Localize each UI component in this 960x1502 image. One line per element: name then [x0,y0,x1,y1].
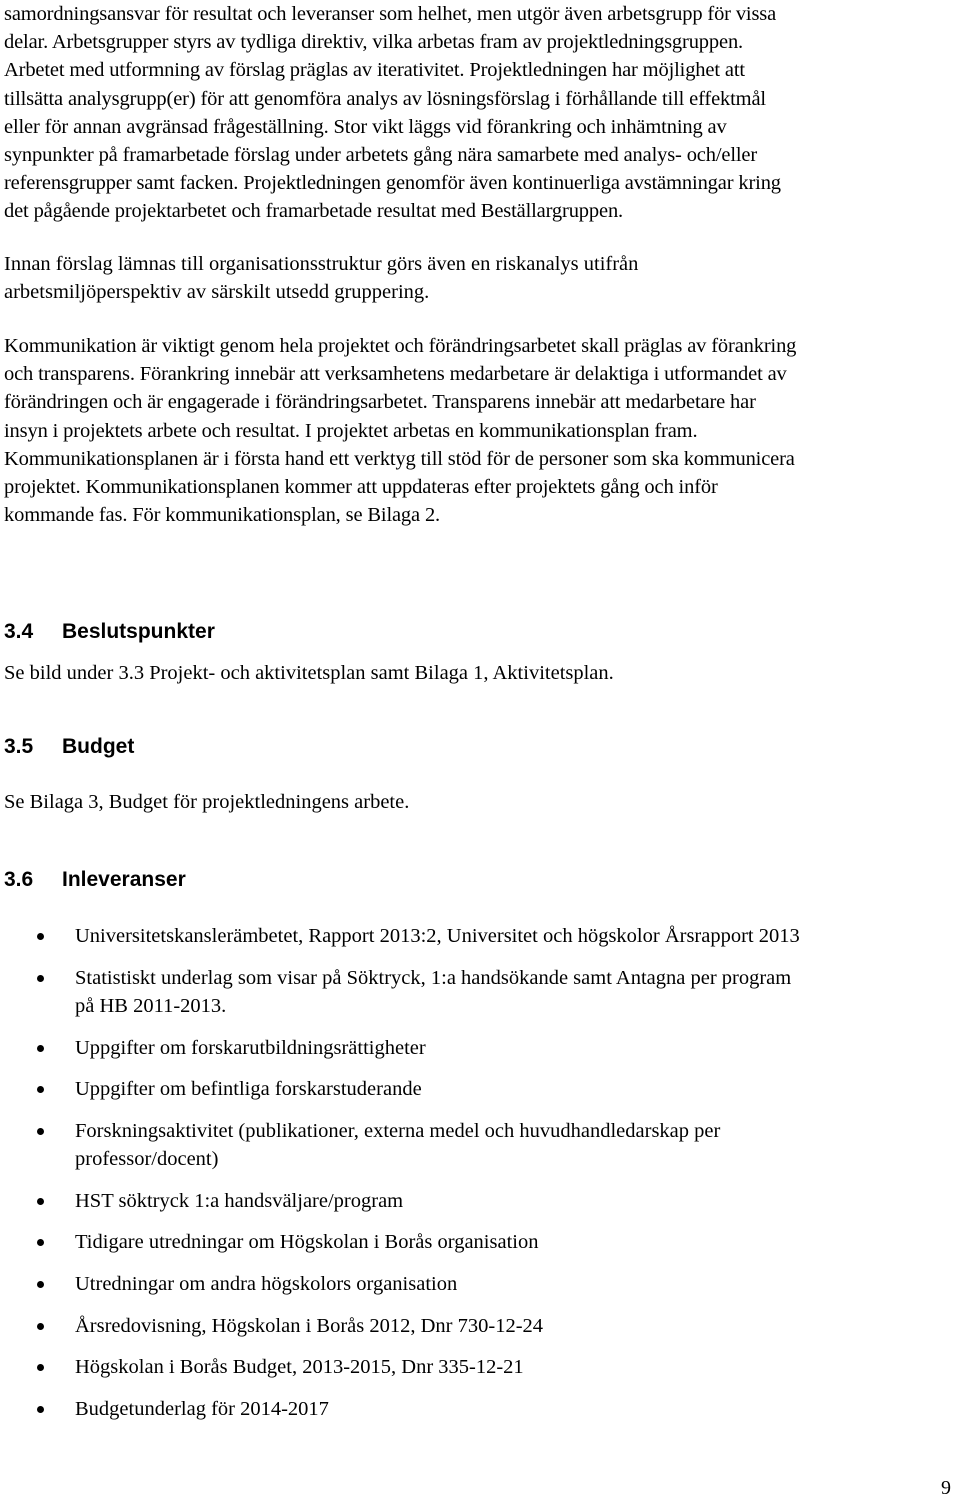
text-line: insyn i projektets arbete och resultat. I projektet arbetas en kommunikationsplan fram. [4,419,698,442]
bullet-icon [37,1406,44,1413]
text-line: samordningsansvar för resultat och leveranser som helhet, men utgör även arbetsgrupp för vissa [4,3,777,25]
list-item-text [75,1312,945,1340]
section-number: 3.5 [4,735,34,758]
list-item-text [75,1270,945,1298]
section-heading-beslutspunkter [4,618,215,646]
bullet-icon [37,1128,44,1135]
section-body-budget: Se Bilaga 3, Budget för projektledningens arbete. [4,791,410,813]
text-line: delar. Arbetsgrupper styrs av tydliga direktiv, vilka arbetas fram av projektledningsgruppen. [4,31,744,54]
text-line: och transparens. Förankring innebär att verksamhetens medarbetare är delaktiga i utformandet av [4,363,787,386]
bullet-icon [37,975,44,982]
text-line: Universitetskanslerämbetet, Rapport 2013:2, Universitet och högskolor Årsrapport 2013 [75,925,800,947]
section-heading-inleveranser [4,866,186,894]
paragraph-risk-analysis [4,250,956,306]
text-line: synpunkter på framarbetade förslag under arbetets gång nära samarbete med analys- och/eller [4,144,758,167]
text-line: eller för annan avgränsad frågeställning. Stor vikt läggs vid förankring och inhämtning av [4,115,727,138]
section-title: Inleveranser [62,868,186,891]
text-line: på HB 2011-2013. [75,995,227,1017]
text-line: professor/docent) [75,1148,219,1170]
bullet-icon [37,1281,44,1288]
text-line: Tidigare utredningar om Högskolan i Borås organisation [75,1231,539,1253]
text-line: kommande fas. För kommunikationsplan, se Bilaga 2. [4,504,441,527]
list-item-text [75,964,945,1020]
list-item-text [75,1187,945,1215]
text-line: Utredningar om andra högskolors organisation [75,1273,458,1295]
section-number: 3.6 [4,868,34,891]
page-number: 9 [941,1477,951,1499]
section-number: 3.4 [4,620,34,643]
text-line: Högskolan i Borås Budget, 2013-2015, Dnr 335-12-21 [75,1356,524,1378]
text-line: Kommunikation är viktigt genom hela projektet och förändringsarbetet skall präglas av förankring [4,335,797,357]
list-item-text [75,1075,945,1103]
text-line: referensgrupper samt facken. Projektledningen genomför även kontinuerliga avstämningar kring [4,172,781,195]
bullet-icon [37,1323,44,1330]
text-line: Statistiskt underlag som visar på Söktryck, 1:a handsökande samt Antagna per program [75,967,792,989]
text-line: projektet. Kommunikationsplanen kommer att uppdateras efter projektets gång och inför [4,476,718,499]
text-line: arbetsmiljöperspektiv av särskilt utsedd gruppering. [4,281,430,304]
text-line: Uppgifter om forskarutbildningsrättigheter [75,1037,426,1059]
text-line: Kommunikationsplanen är i första hand ett verktyg till stöd för de personer som ska kommunicera [4,447,795,470]
bullet-icon [37,1239,44,1246]
text-line: tillsätta analysgrupp(er) för att genomföra analys av lösningsförslag i förhållande till effektmål [4,87,766,110]
text-line: Uppgifter om befintliga forskarstuderande [75,1078,422,1100]
text-line: det pågående projektarbetet och framarbetade resultat med Beställargruppen. [4,200,624,223]
paragraph-communication [4,332,956,529]
bullet-icon [37,1364,44,1371]
text-line: Budgetunderlag för 2014-2017 [75,1398,329,1420]
text-line: Forskningsaktivitet (publikationer, externa medel och huvudhandledarskap per [75,1120,721,1142]
list-item-text [75,1395,945,1423]
text-line: Arbetet med utformning av förslag präglas av iterativitet. Projektledningen har möjlighet att [4,59,745,82]
text-line: Årsredovisning, Högskolan i Borås 2012, Dnr 730-12-24 [75,1315,544,1337]
section-body-beslutspunkter: Se bild under 3.3 Projekt- och aktivitetsplan samt Bilaga 1, Aktivitetsplan. [4,662,614,684]
paragraph-project-organisation [4,0,956,226]
text-line: Innan förslag lämnas till organisationsstruktur görs även en riskanalys utifrån [4,253,639,275]
bullet-icon [37,1086,44,1093]
list-item-text [75,1228,945,1256]
section-heading-budget [4,733,134,761]
bullet-icon [37,1045,44,1052]
bullet-icon [37,1198,44,1205]
section-title: Beslutspunkter [62,620,215,643]
text-line: förändringen och är engagerade i förändringsarbetet. Transparens innebär att medarbetare har [4,391,756,414]
list-item-text [75,1117,945,1173]
list-item-text [75,1353,945,1381]
bullet-icon [37,933,44,940]
list-item-text [75,1034,945,1062]
list-item-text [75,922,945,950]
section-title: Budget [62,735,135,758]
text-line: HST söktryck 1:a handsväljare/program [75,1190,404,1212]
